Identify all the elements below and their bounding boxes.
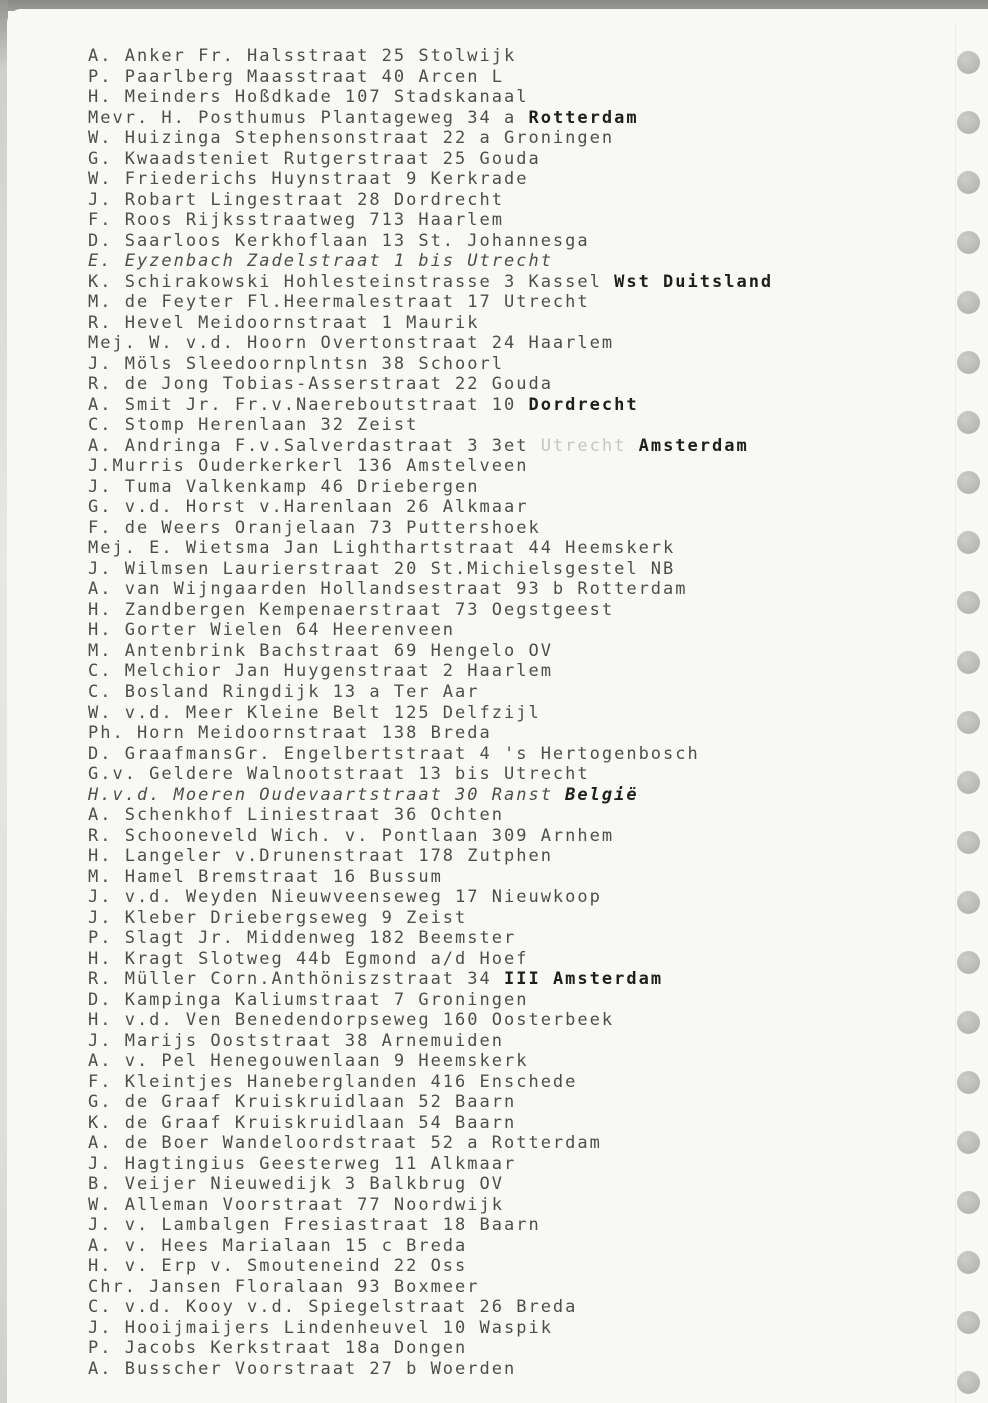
address-line	[88, 620, 773, 641]
address-line-text: H. Kragt Slotweg 44b Egmond a/d Hoef	[88, 948, 529, 969]
address-line-text: J. Hagtingius Geesterweg 11 Alkmaar	[88, 1153, 517, 1174]
address-line-text: C. Bosland Ringdijk 13 a Ter Aar	[88, 681, 480, 702]
address-line-text: M. de Feyter Fl.Heermalestraat 17 Utrecht	[88, 292, 590, 313]
binder-hole	[957, 831, 980, 854]
address-line-text: C. Stomp Herenlaan 32 Zeist	[88, 415, 419, 436]
address-line-text: D. Kampinga Kaliumstraat 7 Groningen	[88, 989, 529, 1010]
address-line-text: M. Hamel Bremstraat 16 Bussum	[88, 866, 443, 887]
address-line-text: J. Kleber Driebergseweg 9 Zeist	[88, 907, 468, 928]
binder-hole	[957, 651, 980, 674]
address-line	[88, 846, 773, 867]
address-line	[88, 764, 773, 785]
address-line	[88, 456, 773, 477]
address-line	[88, 641, 773, 662]
address-line	[88, 1297, 773, 1318]
address-line	[88, 313, 773, 334]
binder-hole	[957, 1011, 980, 1034]
binder-hole	[957, 291, 980, 314]
address-line	[88, 333, 773, 354]
address-line	[88, 1010, 773, 1031]
address-line-text: Mej. W. v.d. Hoorn Overtonstraat 24 Haarlem	[88, 333, 615, 354]
address-line-text: H. Meinders Hoßdkade 107 Stadskanaal	[88, 87, 529, 108]
page-right-edge	[955, 23, 956, 1403]
address-line	[88, 908, 773, 929]
address-line-text: W. Alleman Voorstraat 77 Noordwijk	[88, 1194, 504, 1215]
address-line	[88, 46, 773, 67]
address-line	[88, 190, 773, 211]
address-line-text: P. Jacobs Kerkstraat 18a Dongen	[88, 1338, 468, 1359]
address-line	[88, 826, 773, 847]
binder-hole	[957, 1251, 980, 1274]
binder-hole	[957, 591, 980, 614]
address-line-text: D. GraafmansGr. Engelbertstraat 4 's Hertogenbosch	[88, 743, 700, 764]
address-line	[88, 354, 773, 375]
binder-hole	[957, 171, 980, 194]
address-line-erased-text: Utrecht	[540, 435, 627, 456]
address-line-text: A. Smit Jr. Fr.v.Naereboutstraat 10	[88, 394, 529, 415]
address-line	[88, 374, 773, 395]
address-line-text: H. Zandbergen Kempenaerstraat 73 Oegstgeest	[88, 599, 615, 620]
address-line-bold-text: Amsterdam	[626, 435, 749, 456]
address-line	[88, 415, 773, 436]
address-line-text: P. Slagt Jr. Middenweg 182 Beemster	[88, 928, 517, 949]
address-line-text: A. Schenkhof Liniestraat 36 Ochten	[88, 805, 504, 826]
address-line-text: F. Roos Rijksstraatweg 713 Haarlem	[88, 210, 504, 231]
address-line-text: J. Robart Lingestraat 28 Dordrecht	[88, 189, 504, 210]
address-line	[88, 169, 773, 190]
address-line-text: G. v.d. Horst v.Harenlaan 26 Alkmaar	[88, 497, 529, 518]
address-line	[88, 87, 773, 108]
binder-hole	[957, 471, 980, 494]
address-line-text: J. Tuma Valkenkamp 46 Driebergen	[88, 476, 480, 497]
address-line-text: H. v. Erp v. Smouteneind 22 Oss	[88, 1256, 468, 1277]
address-line	[88, 969, 773, 990]
address-line-text: W. v.d. Meer Kleine Belt 125 Delfzijl	[88, 702, 541, 723]
address-line-text: A. Anker Fr. Halsstraat 25 Stolwijk	[88, 46, 517, 66]
address-line	[88, 1215, 773, 1236]
address-line	[88, 231, 773, 252]
address-line	[88, 723, 773, 744]
binder-hole	[957, 1371, 980, 1394]
address-line	[88, 928, 773, 949]
address-line-bold-text: III Amsterdam	[504, 969, 664, 990]
address-line	[88, 1154, 773, 1175]
address-line	[88, 210, 773, 231]
address-line-text: J. Wilmsen Laurierstraat 20 St.Michielsgestel NB	[88, 558, 676, 579]
address-line	[88, 251, 773, 272]
address-line	[88, 1195, 773, 1216]
address-line	[88, 518, 773, 539]
address-line	[88, 1256, 773, 1277]
address-line-text: C. v.d. Kooy v.d. Spiegelstraat 26 Breda	[88, 1297, 578, 1318]
address-line-text: A. Busscher Voorstraat 27 b Woerden	[88, 1359, 517, 1379]
address-line-text: K. de Graaf Kruiskruidlaan 54 Baarn	[88, 1112, 517, 1133]
address-line	[88, 1051, 773, 1072]
address-line	[88, 579, 773, 600]
binder-hole	[957, 1311, 980, 1334]
address-line-text: W. Friederichs Huynstraat 9 Kerkrade	[88, 169, 529, 190]
address-line	[88, 436, 773, 457]
address-line	[88, 108, 773, 129]
address-line-text: F. de Weers Oranjelaan 73 Puttershoek	[88, 517, 541, 538]
binder-hole	[957, 891, 980, 914]
address-line	[88, 1031, 773, 1052]
address-line-text: J. v. Lambalgen Fresiastraat 18 Baarn	[88, 1215, 541, 1236]
address-line-text: H.v.d. Moeren Oudevaartstraat 30 Ranst	[88, 784, 566, 805]
address-line-text: H. Langeler v.Drunenstraat 178 Zutphen	[88, 846, 553, 867]
address-line-text: D. Saarloos Kerkhoflaan 13 St. Johannesga	[88, 230, 590, 251]
address-line-text: H. v.d. Ven Benedendorpseweg 160 Oosterbeek	[88, 1010, 615, 1031]
address-line-text: F. Kleintjes Haneberglanden 416 Enschede	[88, 1071, 578, 1092]
binder-hole	[957, 951, 980, 974]
address-line-text: M. Antenbrink Bachstraat 69 Hengelo OV	[88, 640, 553, 661]
address-line-text: J. Hooijmaijers Lindenheuvel 10 Waspik	[88, 1317, 553, 1338]
address-line-text: R. Schooneveld Wich. v. Pontlaan 309 Arnhem	[88, 825, 615, 846]
binder-hole	[957, 351, 980, 374]
address-line-text: A. van Wijngaarden Hollandsestraat 93 b Rotterdam	[88, 579, 688, 600]
address-line-text: H. Gorter Wielen 64 Heerenveen	[88, 620, 456, 641]
address-line-text: A. v. Pel Henegouwenlaan 9 Heemskerk	[88, 1051, 529, 1072]
address-line	[88, 128, 773, 149]
address-line	[88, 1277, 773, 1298]
address-line	[88, 1113, 773, 1134]
address-line-text: C. Melchior Jan Huygenstraat 2 Haarlem	[88, 661, 553, 682]
binder-hole	[957, 1071, 980, 1094]
address-line	[88, 867, 773, 888]
address-line	[88, 785, 773, 806]
address-line-bold-text: Dordrecht	[528, 394, 639, 415]
address-line	[88, 887, 773, 908]
address-line	[88, 682, 773, 703]
address-line	[88, 497, 773, 518]
address-line-bold-text: Wst Duitsland	[614, 271, 774, 292]
address-line	[88, 1318, 773, 1339]
address-line	[88, 1174, 773, 1195]
binder-hole	[957, 1191, 980, 1214]
binder-hole	[957, 711, 980, 734]
address-line	[88, 949, 773, 970]
address-line	[88, 1359, 773, 1380]
address-line-text: R. Hevel Meidoornstraat 1 Maurik	[88, 312, 480, 333]
address-line-text: J. Marijs Ooststraat 38 Arnemuiden	[88, 1030, 504, 1051]
address-line	[88, 149, 773, 170]
address-line	[88, 744, 773, 765]
address-line-text: J.Murris Ouderkerkerl 136 Amstelveen	[88, 456, 529, 477]
address-line-text: Mej. E. Wietsma Jan Lighthartstraat 44 Heemskerk	[88, 538, 676, 559]
address-line	[88, 600, 773, 621]
address-line-bold-text: Rotterdam	[528, 107, 639, 128]
address-line-text: B. Veijer Nieuwedijk 3 Balkbrug OV	[88, 1174, 504, 1195]
address-line-text: J. Möls Sleedoornplntsn 38 Schoorl	[88, 353, 504, 374]
address-line-text: R. Müller Corn.Anthöniszstraat 34	[88, 969, 504, 990]
address-line	[88, 990, 773, 1011]
address-line-text: W. Huizinga Stephensonstraat 22 a Groningen	[88, 128, 615, 149]
address-line	[88, 538, 773, 559]
address-line	[88, 805, 773, 826]
binder-hole	[957, 771, 980, 794]
address-line-text: Ph. Horn Meidoornstraat 138 Breda	[88, 723, 492, 744]
address-line-text: Chr. Jansen Floralaan 93 Boxmeer	[88, 1276, 480, 1297]
address-line	[88, 67, 773, 88]
address-line-text: P. Paarlberg Maasstraat 40 Arcen L	[88, 66, 504, 87]
binder-hole	[957, 231, 980, 254]
address-line	[88, 1092, 773, 1113]
binder-hole	[957, 411, 980, 434]
binder-hole	[957, 1131, 980, 1154]
address-line-text: G. de Graaf Kruiskruidlaan 52 Baarn	[88, 1092, 517, 1113]
address-line	[88, 661, 773, 682]
address-line-text: G.v. Geldere Walnootstraat 13 bis Utrecht	[88, 764, 590, 785]
address-line	[88, 292, 773, 313]
address-line-text: K. Schirakowski Hohlesteinstrasse 3 Kassel	[88, 271, 615, 292]
address-line	[88, 272, 773, 293]
address-line	[88, 395, 773, 416]
address-line	[88, 703, 773, 724]
address-line-text: A. de Boer Wandeloordstraat 52 a Rotterdam	[88, 1133, 602, 1154]
address-line-text: Mevr. H. Posthumus Plantageweg 34 a	[88, 107, 529, 128]
address-line-text: G. Kwaadsteniet Rutgerstraat 25 Gouda	[88, 148, 541, 169]
address-line	[88, 1072, 773, 1093]
address-line-bold-text: België	[565, 784, 639, 805]
binder-hole	[957, 51, 980, 74]
address-list	[88, 46, 773, 1380]
address-line-text: R. de Jong Tobias-Asserstraat 22 Gouda	[88, 374, 553, 395]
address-line	[88, 1133, 773, 1154]
address-line-text: A. v. Hees Marialaan 15 c Breda	[88, 1235, 468, 1256]
address-line-text: J. v.d. Weyden Nieuwveenseweg 17 Nieuwkoop	[88, 887, 602, 908]
address-line	[88, 559, 773, 580]
address-line-text: A. Andringa F.v.Salverdastraat 3 3et	[88, 435, 541, 456]
address-line	[88, 477, 773, 498]
paper-sheet	[7, 9, 988, 1403]
address-line-text: E. Eyzenbach Zadelstraat 1 bis Utrecht	[88, 251, 553, 272]
address-line	[88, 1338, 773, 1359]
binder-hole	[957, 531, 980, 554]
address-line	[88, 1236, 773, 1257]
binder-hole	[957, 111, 980, 134]
